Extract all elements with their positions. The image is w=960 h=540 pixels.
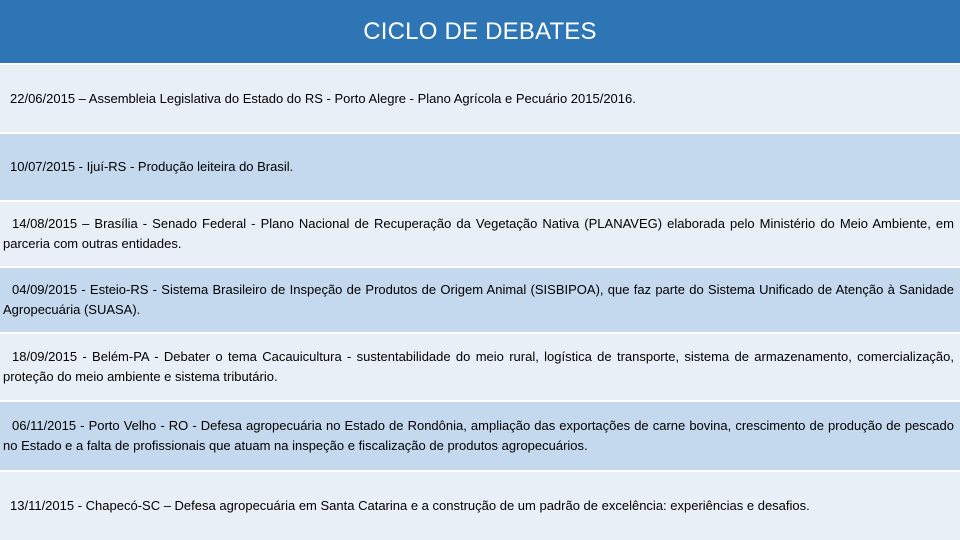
list-item-text: 04/09/2015 - Esteio-RS - Sistema Brasileiro de Inspeção de Produtos de Origem Animal (SISBIPOA), que faz parte do Sistema Unificado de Atenção à Sanidade Agropecuária (SUASA). bbox=[3, 282, 954, 317]
list-item bbox=[0, 472, 960, 540]
list-item-text: 18/09/2015 - Belém-PA - Debater o tema Cacauicultura - sustentabilidade do meio rural, logística de transporte, sistema de armazenamento, comercialização, proteção do meio ambiente e sistema tributário. bbox=[3, 349, 954, 384]
list-item-text: 06/11/2015 - Porto Velho - RO - Defesa agropecuária no Estado de Rondônia, ampliação das exportações de carne bovina, crescimento de produção de pescado no Estado e a falta de profissionais que atuam na inspeção e fiscalização de produtos agropecuários. bbox=[3, 418, 954, 453]
list-item bbox=[0, 402, 960, 472]
list-item bbox=[0, 268, 960, 334]
title-bar bbox=[0, 0, 960, 65]
list-item bbox=[0, 202, 960, 268]
list-item bbox=[0, 65, 960, 134]
list-item bbox=[0, 334, 960, 402]
list-item bbox=[0, 134, 960, 202]
list-item-text: 22/06/2015 – Assembleia Legislativa do Estado do RS - Porto Alegre - Plano Agrícola e Pecuário 2015/2016. bbox=[10, 90, 636, 106]
slide-title: CICLO DE DEBATES bbox=[363, 17, 597, 45]
list-item-text: 14/08/2015 – Brasília - Senado Federal - Plano Nacional de Recuperação da Vegetação Nativa (PLANAVEG) elaborada pelo Ministério do Meio Ambiente, em parceria com outras entidades. bbox=[3, 216, 954, 251]
list-item-text: 13/11/2015 - Chapecó-SC – Defesa agropecuária em Santa Catarina e a construção de um padrão de excelência: experiências e desafios. bbox=[10, 498, 810, 513]
debate-list bbox=[0, 65, 960, 540]
list-item-text: 10/07/2015 - Ijuí-RS - Produção leiteira do Brasil. bbox=[10, 159, 294, 174]
